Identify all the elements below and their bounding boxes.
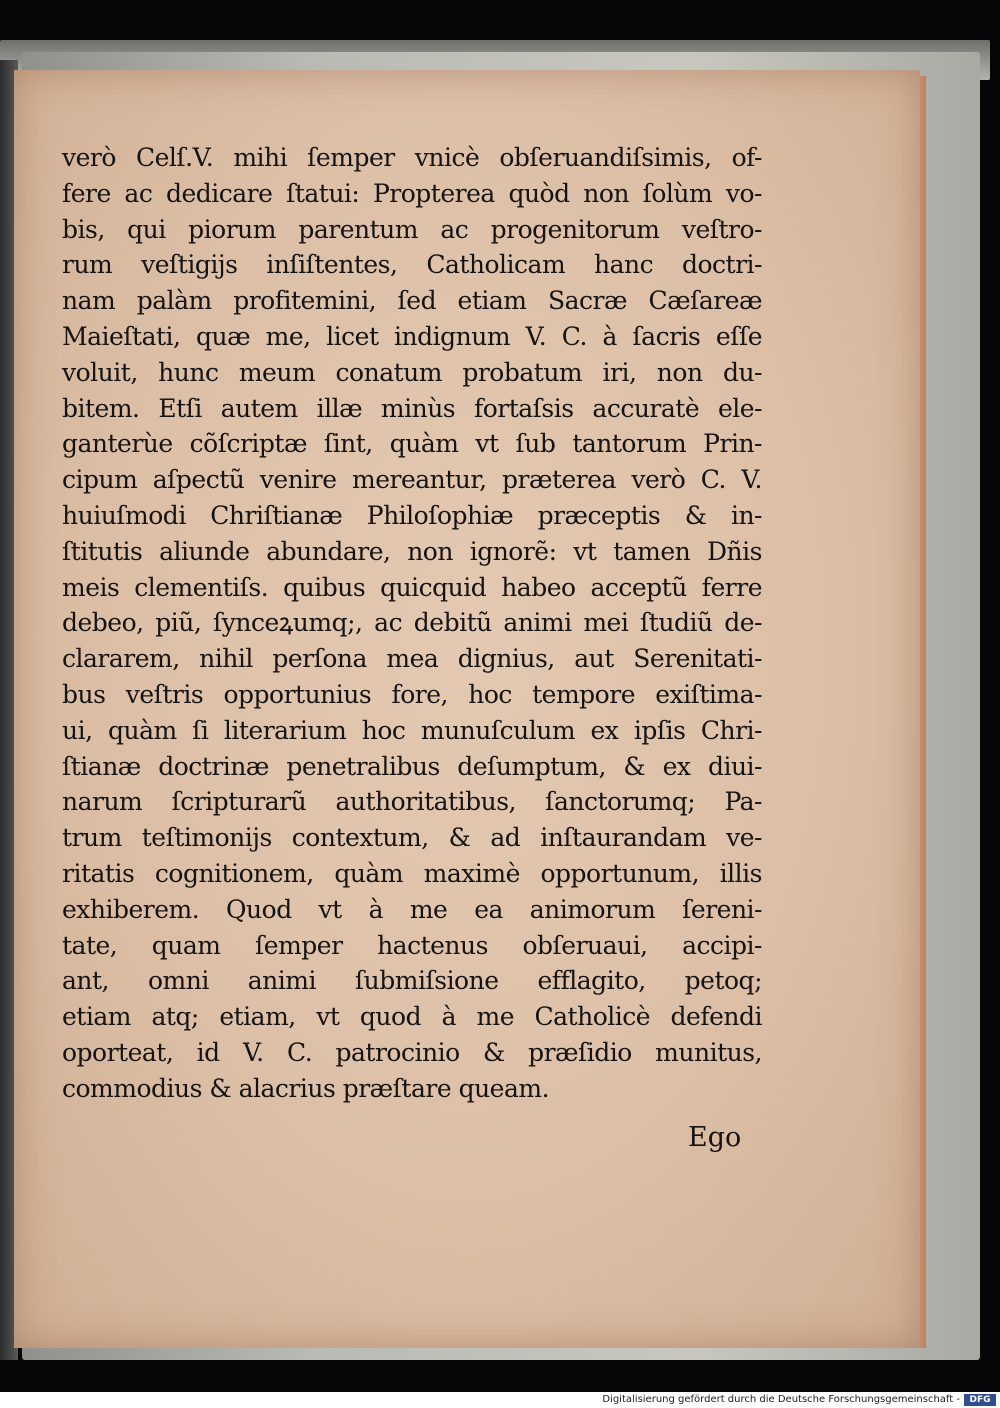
body-text (62, 140, 762, 1107)
text-line: oporteat, id V. C. patrocinio & præſidio munitus, (62, 1037, 762, 1067)
text-line: etiam atq; etiam, vt quod à me Catholicè defendi (62, 1002, 762, 1032)
text-line: rum veſtigijs inſiſtentes, Catholicam hanc doctri- (62, 250, 762, 280)
text-line: ſtianæ doctrinæ penetralibus deſumptum, & ex diui- (62, 751, 762, 781)
text-line: ganterùe cõſcriptæ ſint, quàm vt ſub tantorum Prin- (62, 429, 762, 459)
digitization-credit: Digitalisierung gefördert durch die Deutsche Forschungsgemeinschaft - (602, 1394, 960, 1405)
catchword: Ego (688, 1122, 742, 1153)
dfg-logo-icon: DFG (964, 1394, 996, 1406)
text-line: trum teſtimonijs contextum, & ad inſtaurandam ve- (62, 823, 762, 853)
text-line: ritatis cognitionem, quàm maximè opportunum, illis (62, 858, 762, 888)
text-line: bitem. Etſi autem illæ minùs fortaſsis accuratè ele- (62, 393, 762, 423)
text-line: ui, quàm ſi literarium hoc munuſculum ex ipſis Chri- (62, 715, 762, 745)
text-line: ant, omni animi ſubmiſsione efflagito, petoq; (62, 966, 762, 996)
text-line: meis clementiſs. quibus quicquid habeo acceptũ ferre (62, 572, 762, 602)
text-line: Maieſtati, quæ me, licet indignum V. C. à ſacris eſſe (62, 321, 762, 351)
text-line-last: commodius & alacrius præſtare queam. (62, 1073, 550, 1103)
text-line: cipum aſpectũ venire mereantur, prætereа verò C. V. (62, 465, 762, 495)
text-line: nam palàm profitemini, ſed etiam Sacræ Cæſareæ (62, 286, 762, 316)
text-line: verò Celſ.V. mihi ſemper vnicè obſeruandiſsimis, of- (62, 143, 762, 172)
text-line: bus veſtris opportunius fore, hoc tempore exiſtima- (62, 679, 762, 709)
text-line: huiuſmodi Chriſtianæ Philoſophiæ præceptis & in- (62, 500, 762, 530)
text-line: bis, qui piorum parentum ac progenitorum veſtro- (62, 214, 762, 244)
text-line: voluit, hunc meum conatum probatum iri, non du- (62, 357, 762, 387)
text-line: clararem, nihil perſona mea dignius, aut Serenitati- (62, 644, 762, 674)
text-line: narum ſcripturarũ authoritatibus, ſanctorumq; Pa- (62, 787, 762, 817)
text-line: fere ac dedicare ſtatui: Propterea quòd non ſolùm vo- (62, 178, 762, 208)
text-line: debeo, piũ, ſynceꝝumq;, ac debitũ animi mei ſtudiũ de- (62, 608, 762, 638)
text-line: tate, quam ſemper hactenus obſeruaui, accipi- (62, 930, 762, 960)
text-line: exhiberem. Quod vt à me ea animorum ſereni- (62, 894, 762, 924)
text-line: ſtitutis aliunde abundare, non ignorẽ: vt tamen Dñis (62, 536, 762, 566)
